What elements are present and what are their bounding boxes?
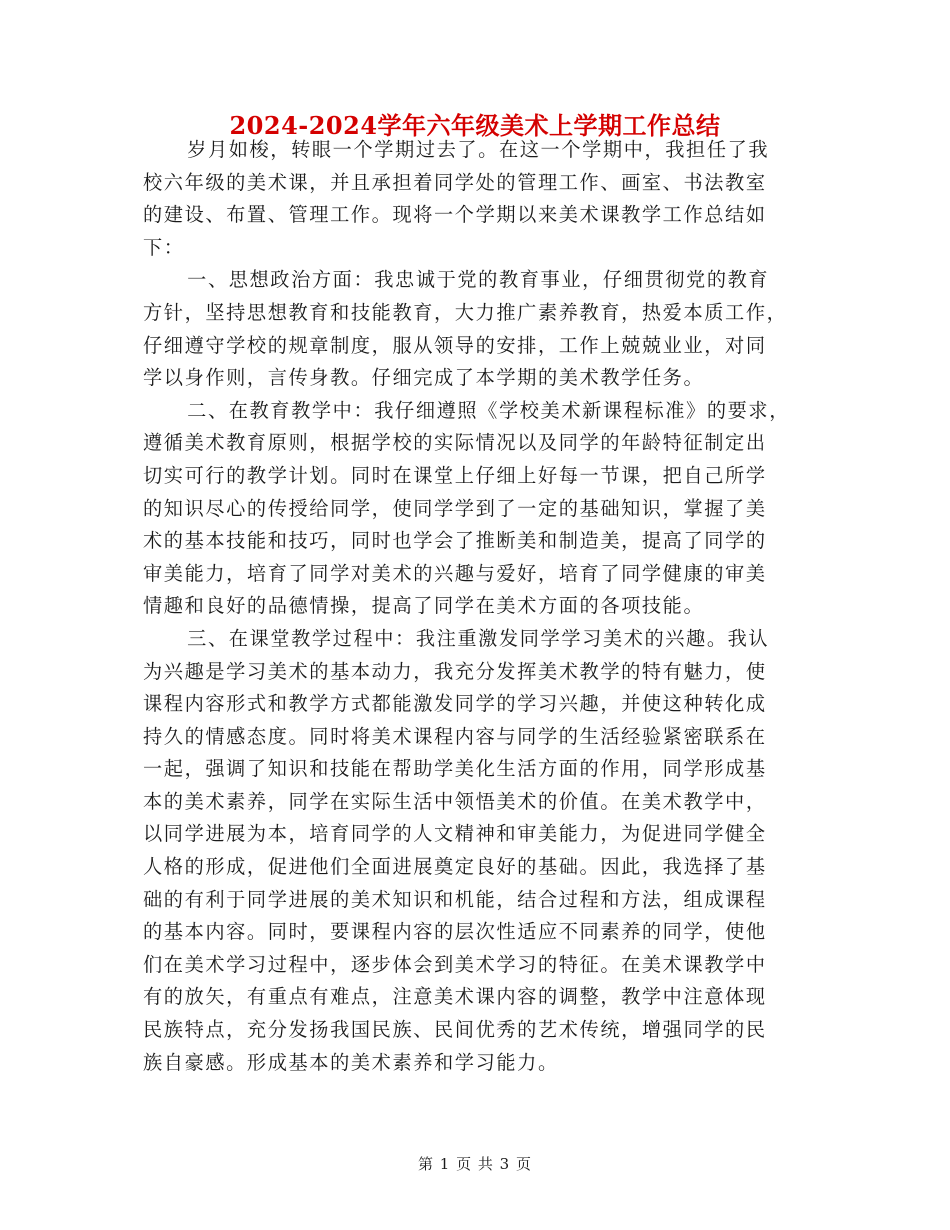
- paragraph-classroom: 三、在课堂教学过程中：我注重激发同学学习美术的兴趣。我认 为兴趣是学习美术的基本动力，我充分发挥美术教学的特有魅力，使 课程内容形式和教学方式都能激发同学的学习兴趣，并使这种转化成 持久的情感态度。同时将美术课程内容与同学的生活经验紧密联系在 一起，强调了知识和技能在帮助学美化生活方面的作用，同学形成基 本的美术素养，同学在实际生活中领悟美术的价值。在美术教学中， 以同学进展为本，培育同学的人文精神和审美能力，为促进同学健全 人格的形成，促进他们全面进展奠定良好的基础。因此，我选择了基 础的有利于同学进展的美术知识和机能，结合过程和方法，组成课程 的基本内容。同时，要课程内容的层次性适应不同素养的同学，使他 们在美术学习过程中，逐步体会到美术学习的特征。在美术课教学中 有的放矢，有重点有难点，注意美术课内容的调整，教学中注意体现 民族特点，充分发扬我国民族、民间优秀的艺术传统，增强同学的民 族自豪感。形成基本的美术素养和学习能力。: [143, 626, 770, 1074]
- paragraph-intro: 岁月如梭，转眼一个学期过去了。在这一个学期中，我担任了我 校六年级的美术课，并且承担着同学处的管理工作、画室、书法教室 的建设、布置、管理工作。现将一个学期以来美术课教学工作总结如 下：: [143, 138, 770, 259]
- document-body: [143, 134, 809, 1079]
- document-title: 2024-2024学年六年级美术上学期工作总结: [229, 111, 721, 140]
- paragraph-teaching: 二、在教育教学中：我仔细遵照《学校美术新课程标准》的要求， 遵循美术教育原则，根据学校的实际情况以及同学的年龄特征制定出 切实可行的教学计划。同时在课堂上仔细上好每一节课，把自己所学 的知识尽心的传授给同学，使同学学到了一定的基础知识，掌握了美 术的基本技能和技巧，同时也学会了推断美和制造美，提高了同学的 审美能力，培育了同学对美术的兴趣与爱好，培育了同学健康的审美 情趣和良好的品德情操，提高了同学在美术方面的各项技能。: [143, 398, 790, 618]
- page-footer: 第 1 页 共 3 页: [418, 1155, 532, 1173]
- paragraph-political: 一、思想政治方面：我忠诚于党的教育事业，仔细贯彻党的教育 方针，坚持思想教育和技能教育，大力推广素养教育，热爱本质工作， 仔细遵守学校的规章制度，服从领导的安排，工作上兢兢业业，对同 学以身作则，言传身教。仔细完成了本学期的美术教学任务。: [143, 268, 788, 390]
